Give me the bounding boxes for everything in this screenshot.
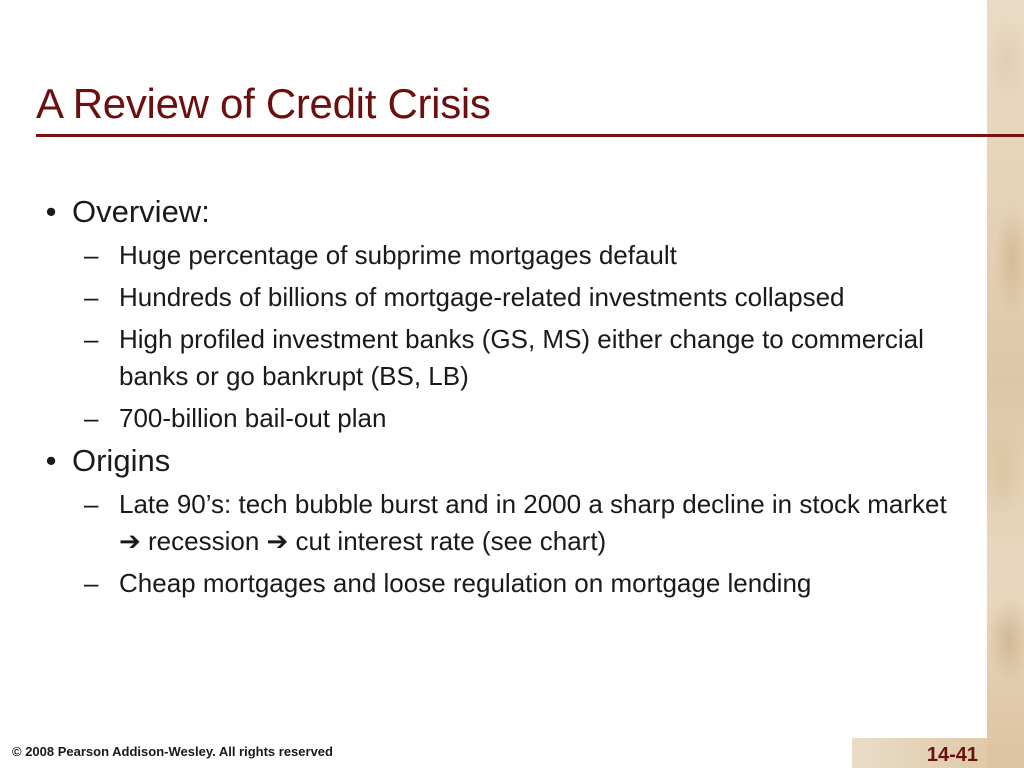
subitem-text: Late 90’s: tech bubble burst and in 2000 a sharp decline in stock market ➔ recession ➔ cut interest rate (see chart) — [119, 489, 947, 556]
bullet-marker: • — [45, 443, 57, 478]
subitem-text: High profiled investment banks (GS, MS) either change to commercial banks or go bankrupt (BS, LB) — [119, 324, 924, 391]
dash-marker: – — [84, 568, 99, 598]
subitem — [84, 237, 970, 274]
subitem-text: Hundreds of billions of mortgage-related investments collapsed — [119, 282, 845, 312]
subitem-text: Huge percentage of subprime mortgages default — [119, 240, 677, 270]
bullet-origins — [30, 441, 970, 481]
slide-content — [30, 192, 970, 602]
title-divider — [36, 134, 1024, 137]
page-number: 14-41 — [926, 744, 978, 766]
dash-marker: – — [84, 489, 99, 519]
copyright-footer: © 2008 Pearson Addison-Wesley. All rights reserved — [12, 744, 333, 759]
dash-marker: – — [84, 282, 99, 312]
subitem — [84, 321, 970, 395]
page-number-box — [852, 738, 987, 768]
subitem — [84, 400, 970, 437]
subitem — [84, 486, 970, 560]
bullet-text: Origins — [72, 443, 171, 478]
dash-marker: – — [84, 324, 99, 354]
subitem-text: 700-billion bail-out plan — [119, 403, 387, 433]
bullet-marker: • — [45, 194, 57, 229]
dash-marker: – — [84, 403, 99, 433]
subitem — [84, 279, 970, 316]
slide-title: A Review of Credit Crisis — [36, 80, 491, 127]
subitem-text: Cheap mortgages and loose regulation on mortgage lending — [119, 568, 812, 598]
bullet-text: Overview: — [72, 194, 210, 229]
decorative-side-texture — [987, 0, 1024, 768]
subitem — [84, 565, 970, 602]
dash-marker: – — [84, 240, 99, 270]
bullet-overview — [30, 192, 970, 232]
